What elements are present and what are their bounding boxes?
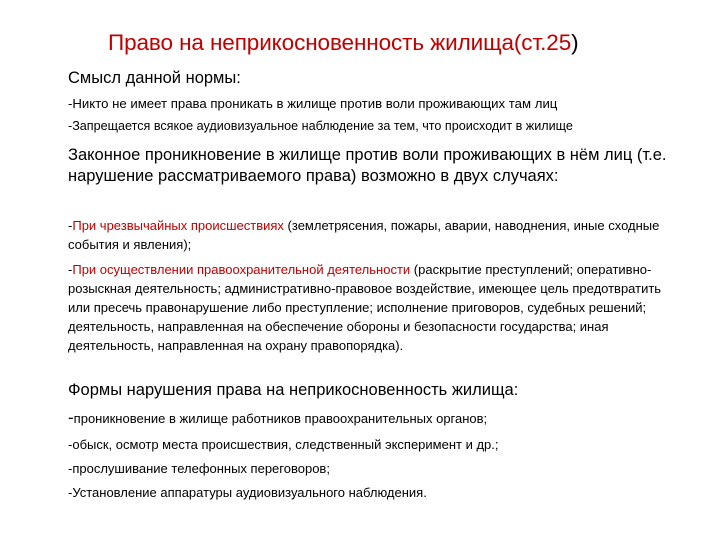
forms-item [68, 409, 487, 427]
slide-title-text: Право на неприкосновенность жилища(ст.25 [108, 30, 572, 55]
forms-item-dash: - [68, 461, 73, 476]
case-text: (землетрясения, пожары, аварии, наводнения, иные сходные события и явления); [68, 218, 660, 252]
forms-item-dash: - [68, 408, 74, 427]
lawful-case-law-enforcement [68, 260, 668, 355]
forms-item-text: обыск, осмотр места происшествия, следственный эксперимент и др.; [72, 437, 499, 452]
forms-item [68, 436, 499, 453]
case-highlight: При чрезвычайных происшествиях [72, 218, 284, 233]
case-highlight: При осуществлении правоохранительной деятельности [72, 262, 411, 277]
meaning-item-1: -Никто не имеет права проникать в жилище против воли проживающих там лиц [68, 96, 558, 111]
case-text: (раскрытие преступлений; оперативно-розыскная деятельность; административно-правовое воздействие, имеющее цель предотвратить или пресечь правонарушение либо преступление; исполнение приговоров, судебных решений; деятельность, направленная на обеспечение обороны и безопасности государства; иная деятельность, направленная на охрану правопорядка). [68, 262, 662, 353]
lawful-case-emergency [68, 216, 668, 254]
forms-item [68, 460, 330, 477]
meaning-heading: Смысл данной нормы: [68, 69, 241, 87]
case-dash: - [68, 218, 73, 233]
case-dash: - [68, 262, 73, 277]
slide-title [108, 30, 708, 56]
forms-item-text: проникновение в жилище работников правоохранительных органов; [73, 411, 488, 426]
lawful-heading: Законное проникновение в жилище против воли проживающих в нём лиц (т.е. нарушение рассматриваемого права) возможно в двух случаях: [68, 146, 667, 185]
forms-heading: Формы нарушения права на неприкосновенность жилища: [68, 381, 519, 399]
forms-item-dash: - [68, 485, 73, 500]
slide-title-paren: ) [571, 30, 579, 55]
forms-item-dash: - [68, 437, 73, 452]
forms-item-text: прослушивание телефонных переговоров; [72, 461, 330, 476]
forms-item-text: Установление аппаратуры аудиовизуального наблюдения. [72, 485, 427, 500]
forms-item [68, 484, 427, 501]
meaning-item-2: -Запрещается всякое аудиовизуальное наблюдение за тем, что происходит в жилище [68, 119, 573, 133]
